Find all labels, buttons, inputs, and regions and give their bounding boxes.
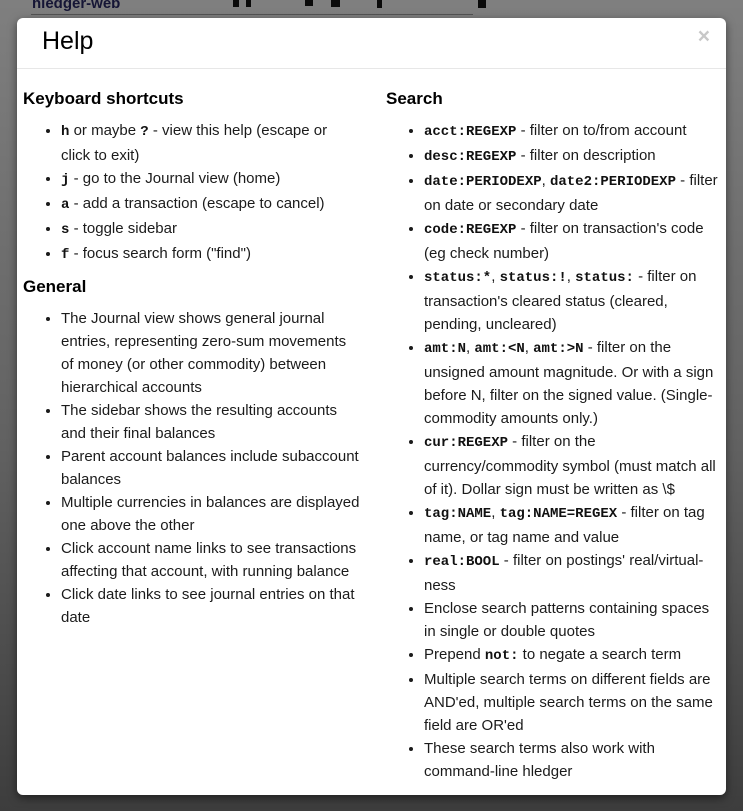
- list-item: [61, 491, 360, 537]
- code-term: ?: [140, 124, 149, 140]
- list-item-text: Multiple currencies in balances are displayed one above the other: [61, 494, 360, 534]
- list-item-text: - filter on the unsigned amount magnitude. Or with a sign before N, filter on the signed value. (Single-commodity amounts only.): [424, 339, 714, 427]
- list-item: [61, 307, 360, 399]
- code-term: h: [61, 124, 70, 140]
- help-modal: [17, 18, 726, 795]
- list-item-text: - go to the Journal view (home): [69, 170, 281, 187]
- close-icon[interactable]: ×: [697, 25, 710, 48]
- list-item-text: Multiple search terms on different fields are AND'ed, multiple search terms on the same field are OR'ed: [424, 671, 713, 734]
- list-item: [61, 192, 360, 217]
- list-item: [61, 217, 360, 242]
- list-item: [424, 501, 719, 549]
- list-item: [424, 169, 719, 217]
- list-item: [61, 537, 360, 583]
- list-item-text: - add a transaction (escape to cancel): [69, 195, 325, 212]
- list-item-text: ,: [541, 172, 550, 189]
- section-heading: Keyboard shortcuts: [23, 89, 184, 108]
- list-item: [61, 445, 360, 491]
- list-item-text: ,: [491, 268, 500, 285]
- code-term: status:*: [424, 270, 492, 286]
- list-item-text: - filter on postings' real/virtual-ness: [424, 552, 704, 594]
- list-item-text: - focus search form ("find"): [69, 245, 251, 262]
- list-item: [424, 549, 719, 597]
- list-item-text: ,: [466, 339, 475, 356]
- code-term: status:!: [499, 270, 567, 286]
- code-term: amt:N: [424, 341, 467, 357]
- help-column-right: [371, 79, 719, 793]
- section-heading: General: [23, 277, 87, 296]
- code-term: code:REGEXP: [424, 222, 517, 238]
- code-term: tag:NAME: [424, 506, 492, 522]
- list-item: [61, 583, 360, 629]
- list-item: [424, 144, 719, 169]
- code-term: status:: [575, 270, 634, 286]
- modal-header: [17, 18, 726, 69]
- list-item-text: - filter on the currency/commodity symbol (must match all of it). Dollar sign must be written as \$: [424, 433, 716, 498]
- modal-title: Help: [42, 27, 94, 55]
- code-term: real:BOOL: [424, 554, 500, 570]
- list-item-text: Click account name links to see transactions affecting that account, with running balance: [61, 540, 357, 580]
- list-item-text: Prepend: [424, 646, 485, 663]
- help-list: [23, 119, 360, 267]
- section-heading: Search: [386, 89, 443, 108]
- code-term: s: [61, 222, 70, 238]
- list-item-text: ,: [491, 504, 500, 521]
- list-item: [424, 643, 719, 668]
- code-term: tag:NAME=REGEX: [499, 506, 618, 522]
- list-item: [424, 737, 719, 783]
- modal-body: [17, 69, 726, 793]
- list-item-text: ,: [566, 268, 576, 285]
- list-item-text: - filter on date or secondary date: [424, 172, 718, 214]
- code-term: cur:REGEXP: [424, 435, 509, 451]
- list-item-text: - toggle sidebar: [69, 220, 177, 237]
- list-item: [61, 399, 360, 445]
- code-term: not:: [484, 648, 519, 664]
- list-item-text: - filter on description: [516, 147, 656, 164]
- code-term: amt:>N: [533, 341, 584, 357]
- list-item: [424, 430, 719, 501]
- list-item-text: The sidebar shows the resulting accounts and their final balances: [61, 402, 337, 442]
- list-item-text: - filter on tag name, or tag name and value: [424, 504, 705, 546]
- list-item-text: to negate a search term: [518, 646, 682, 663]
- list-item-text: - filter on to/from account: [516, 122, 687, 139]
- list-item: [61, 242, 360, 267]
- code-term: j: [61, 172, 70, 188]
- help-list: [23, 307, 360, 629]
- list-item: [424, 217, 719, 265]
- help-list: [386, 119, 719, 783]
- help-column-left: [23, 79, 371, 639]
- list-item-text: Parent account balances include subaccount balances: [61, 448, 359, 488]
- list-item: [61, 119, 360, 167]
- list-item-text: - view this help (escape or click to exit): [61, 122, 328, 164]
- list-item: [424, 119, 719, 144]
- list-item-text: These search terms also work with command-line hledger: [424, 740, 655, 780]
- code-term: date2:PERIODEXP: [549, 174, 676, 190]
- list-item-text: Click date links to see journal entries on that date: [61, 586, 355, 626]
- list-item-text: or maybe: [69, 122, 141, 139]
- code-term: acct:REGEXP: [424, 124, 517, 140]
- list-item-text: - filter on transaction's cleared status (cleared, pending, uncleared): [424, 268, 697, 333]
- list-item-text: The Journal view shows general journal entries, representing zero-sum movements of money (or other commodity) between hierarchical accounts: [61, 310, 347, 396]
- code-term: desc:REGEXP: [424, 149, 517, 165]
- list-item: [424, 597, 719, 643]
- list-item: [424, 668, 719, 737]
- list-item: [424, 336, 719, 430]
- list-item-text: Enclose search patterns containing spaces in single or double quotes: [424, 600, 710, 640]
- code-term: a: [61, 197, 70, 213]
- code-term: f: [61, 247, 70, 263]
- list-item-text: - filter on transaction's code (eg check number): [424, 220, 704, 262]
- code-term: date:PERIODEXP: [424, 174, 542, 190]
- list-item-text: ,: [524, 339, 534, 356]
- list-item: [61, 167, 360, 192]
- list-item: [424, 265, 719, 336]
- code-term: amt:<N: [474, 341, 525, 357]
